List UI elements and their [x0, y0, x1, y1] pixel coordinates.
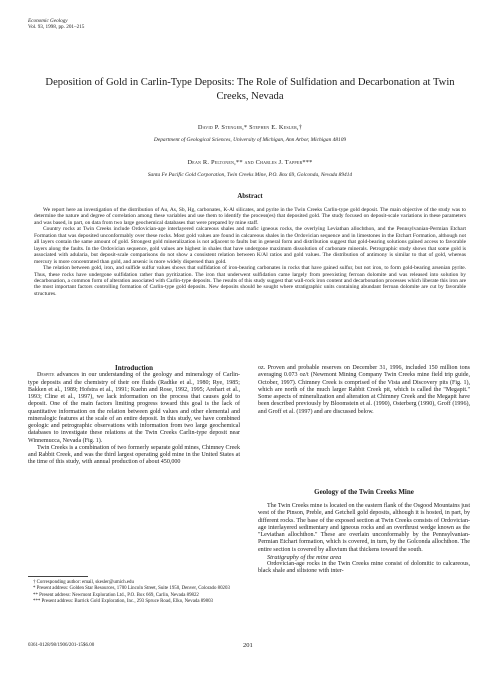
article-code: 0361-0128/98/1906/201-15$6.00 — [28, 643, 95, 648]
authors-line-1: David P. Stenger,* Stephen E. Kesler,† — [197, 124, 303, 131]
right-column-bottom — [258, 503, 470, 576]
footnotes — [28, 580, 240, 606]
intro-paragraph-text: advances in our understanding of the geology and mineralogy of Carlin-type deposits and the chemistry of their ore fluids (Radtke et al., 1980; Rye, 1985; Bakken et al., 1989; Hofstra et al., 1991; Kuehn and Rose, 1992, 1995; Arehart et al., 1993; Cline et al., 1997), we lack information on the process that causes gold to deposit. One of the main factors limiting progress toward this goal is the lack of quantitative information on the relation between gold values and other elemental and mineralogic features at the scale of an entire deposit. In this study, we have combined geologic and petrographic observations with information from two large geochemical databases to investigate these relations at the Twin Creeks Carlin-type deposit near Winnemucca, Nevada (Fig. 1). — [28, 372, 241, 444]
intro-paragraph: Twin Creeks is a combination of two formerly separate gold mines, Chimney Creek and Rabbit Creek, and was the third largest operating gold mine in the United States at the time of this study, with annual production of about 450,000 — [28, 444, 240, 466]
intro-dropcap: Despite — [37, 372, 55, 379]
footnote-rule — [28, 576, 88, 577]
geology-heading: Geology of the Twin Creeks Mine — [314, 488, 414, 496]
abstract-paragraph: The relation between gold, iron, and sulfide sulfur values shows that sulfidation of iron-bearing carbonates in rocks that have gained sulfur, but not iron, to form gold-bearing arsenian pyrite. Thus, these rocks have undergone sulfidation rather than pyritization. The iron that underwent sulfidation came largely from preexisting ferroan dolomite and was released into solution by decarbonation, a common form of alteration associated with Carlin-type deposits. The results of this study suggest that wall-rock iron content and decarbonation processes which liberate this iron are the most important factors controlling formation of Carlin-type gold deposits. New deposits should be sought where stratigraphic units containing abundant ferroan dolomite are cut by favorable structures. — [34, 265, 466, 297]
right-column-paragraph: oz. Proven and probable reserves on December 31, 1996, included 150 million tons averaging 0.073 oz/t (Newmont Mining Company Twin Creeks mine field trip guide, October, 1997). Chimney Creek is comprised of the Vista and Discovery pits (Fig. 1), which are north of the much larger Rabbit Creek pit, which is called the "Megapit." Some aspects of mineralization and alteration at Chimney Creek and the Megapit have been described previously by Bloomstein et al. (1990), Osterberg (1990), Groff (1996), and Groff et al. (1997) and are discussed below. — [258, 365, 470, 415]
intro-paragraph — [28, 372, 240, 445]
journal-name: Economic Geology — [28, 18, 68, 24]
geology-paragraph: The Twin Creeks mine is located on the eastern flank of the Osgood Mountains just west of the Pinson, Preble, and Getchell gold deposits, although it is hosted, in part, by different rocks. The base of the exposed section at Twin Creeks consists of Ordovician-age interlayered sedimentary and igneous rocks and an overthrust wedge known as the "Leviathan allochthon." These are overlain unconformably by the Pennsylvanian-Permian Etchart formation, which is covered, in turn, by the Golconda allochthon. The entire section is covered by alluvium that thickens toward the south. — [258, 503, 470, 553]
footnote: † Corresponding author: email, skesler@umich.edu — [33, 580, 134, 585]
abstract-body — [34, 207, 466, 297]
right-column-top — [258, 365, 470, 416]
journal-header — [28, 18, 84, 31]
stratigraphy-subheading: Stratigraphy of the mine area — [267, 553, 342, 561]
left-column — [28, 365, 240, 467]
footnote: ** Present address: Newmont Exploration Ltd., P.O. Box 669, Carlin, Nevada 89822 — [33, 592, 199, 598]
page-number: 201 — [243, 642, 253, 649]
intro-heading: Introduction — [115, 364, 153, 372]
footnote: *** Present address: Barrick Gold Exploration, Inc., 293 Spruce Road, Elko, Nevada 89803 — [33, 599, 213, 605]
affiliation-2: Santa Fe Pacific Gold Corporation, Twin Creeks Mine, P.O. Box 69, Golconda, Nevada 89414 — [147, 172, 353, 178]
abstract-heading: Abstract — [237, 193, 263, 200]
stratigraphy-paragraph: Ordovician-age rocks in the Twin Creeks mine consist of dolomitic to calcareous, black shale and siltstone with inter- — [258, 561, 470, 575]
paper-title: Deposition of Gold in Carlin-Type Deposits: The Role of Sulfidation and Decarbonation at Twin Creeks, Nevada — [45, 77, 455, 102]
journal-volume: Vol. 93, 1998, pp. 201–215 — [28, 24, 85, 31]
abstract-paragraph: Country rocks at Twin Creeks include Ordovician-age interlayered calcareous shales and mafic igneous rocks, the overlying Leviathan allochthon, and the Pennsylvanian-Permian Etchart Formation that was deposited unconformably over these rocks. Most gold values are found in calcareous shales in the Ordovician sequence and in limestones in the Etchart Formation, although not all layers contain the same amount of gold. Strongest gold mineralization is not adjacent to faults but in general form and distribution suggest that gold-bearing solutions gained access to favorable layers along the faults. In the Ordovician sequence, gold values are highest in shales that have undergone maximum dissolution of carbonate minerals. Petrographic study shows that some gold is associated with adularia, but deposit-scale comparisons do not show a consistent relation between K/Al ratios and gold values. The distribution of antimony is similar to that of gold, whereas mercury is more concentrated than gold, and arsenic is more widely dispersed than gold. — [34, 226, 466, 265]
abstract-paragraph: We report here an investigation of the distribution of Au, As, Sb, Hg, carbonates, K-Al silicates, and pyrite in the Twin Creeks Carlin-type gold deposit. The main objective of the study was to determine the nature and degree of correlation among these variables and use them to identify the process(es) that deposited gold. The study focused on deposit-scale variations in these parameters and was based, in part, on data from two large geochemical databases that were prepared by mine staff. — [34, 207, 466, 226]
authors-line-2: Dean R. Peltonen,** and Charles J. Tapper*** — [187, 159, 313, 166]
affiliation-1: Department of Geological Sciences, University of Michigan, Ann Arbor, Michigan 48109 — [153, 137, 347, 143]
footnote: * Present address: Golden Star Resources, 1700 Lincoln Street, Suite 1950, Denver, Colorado 80203 — [33, 586, 230, 592]
